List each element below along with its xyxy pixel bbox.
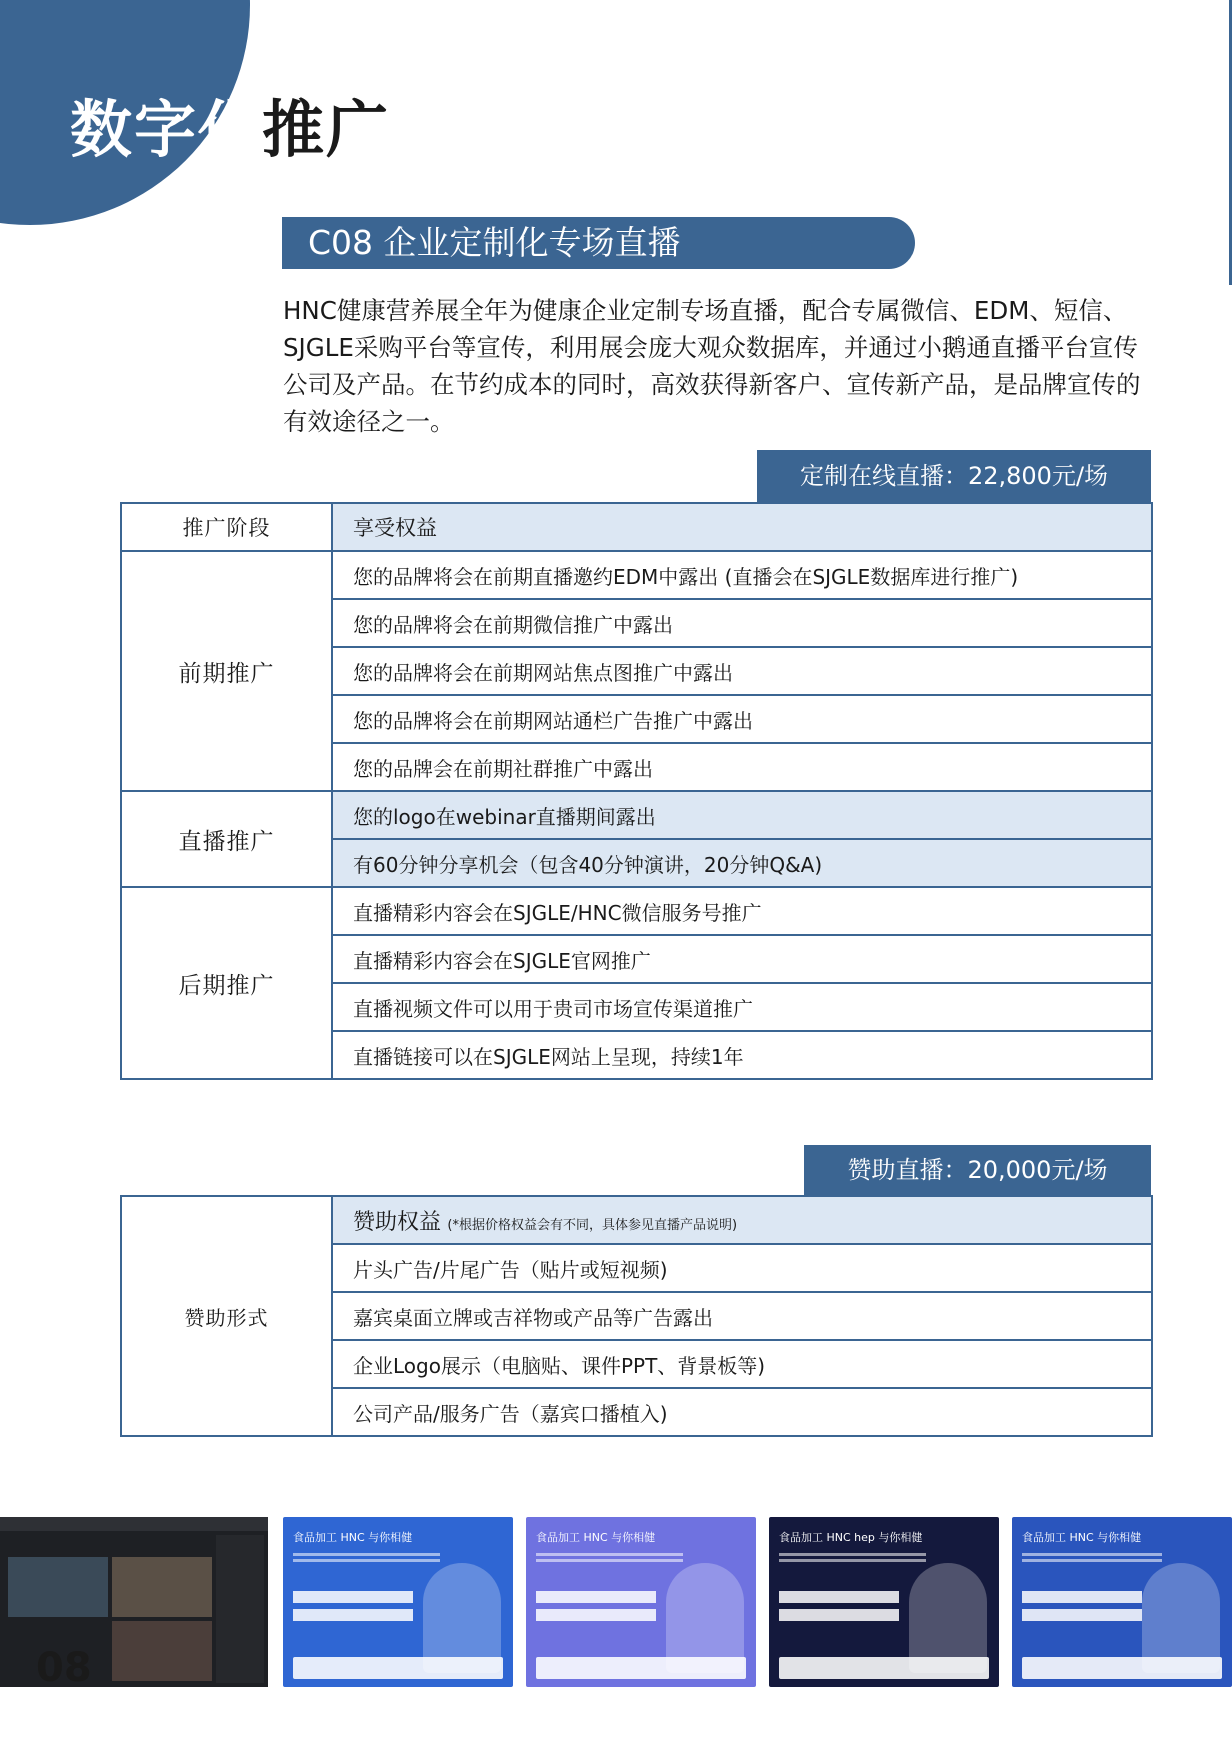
- benefit-cell: 直播视频文件可以用于贵司市场宣传渠道推广: [332, 983, 1152, 1031]
- stage-cell-live: 直播推广: [121, 791, 332, 887]
- page-title-light: 数字化: [70, 93, 263, 166]
- header-benefit-cell: 享受权益: [332, 503, 1152, 551]
- benefit-cell: 您的品牌将会在前期微信推广中露出: [332, 599, 1152, 647]
- live-poster: [283, 1517, 513, 1687]
- benefit-cell: 嘉宾桌面立牌或吉祥物或产品等广告露出: [332, 1292, 1152, 1340]
- benefit-cell: 您的品牌将会在前期网站通栏广告推广中露出: [332, 695, 1152, 743]
- table-row: [121, 887, 1152, 935]
- stage-cell-post: 后期推广: [121, 887, 332, 1079]
- benefit-cell: 直播精彩内容会在SJGLE/HNC微信服务号推广: [332, 887, 1152, 935]
- chat-panel: [216, 1535, 264, 1683]
- live-poster: [769, 1517, 999, 1687]
- intro-paragraph: HNC健康营养展全年为健康企业定制专场直播，配合专属微信、EDM、短信、SJGLE采购平台等宣传，利用展会庞大观众数据库，并通过小鹅通直播平台宣传公司及产品。在节约成本的同时，高效获得新客户、宣传新产品，是品牌宣传的有效途径之一。: [283, 296, 1141, 436]
- poster-headline-block: [293, 1591, 413, 1631]
- video-tile: [112, 1557, 212, 1617]
- table-header-row: [121, 503, 1152, 551]
- page-title: [70, 80, 390, 169]
- poster-brand: 食品加工 HNC hep 与你相健: [779, 1531, 923, 1544]
- benefit-cell: 有60分钟分享机会（包含40分钟演讲，20分钟Q&A): [332, 839, 1152, 887]
- live-poster: [1012, 1517, 1232, 1687]
- benefit-cell: 您的品牌将会在前期直播邀约EDM中露出 (直播会在SJGLE数据库进行推广): [332, 551, 1152, 599]
- live-screenshot-row: [0, 1517, 1232, 1687]
- table-row: [121, 551, 1152, 599]
- benefit-cell: 企业Logo展示（电脑贴、课件PPT、背景板等): [332, 1340, 1152, 1388]
- section-heading: C08 企业定制化专场直播: [282, 217, 915, 269]
- poster-headline-block: [1022, 1591, 1142, 1631]
- video-tile: [8, 1557, 108, 1617]
- poster-headline-block: [536, 1591, 656, 1631]
- benefit-cell: 直播链接可以在SJGLE网站上呈现，持续1年: [332, 1031, 1152, 1079]
- sponsor-header-cell: [332, 1196, 1152, 1244]
- page-title-dark: 推广: [262, 93, 391, 166]
- custom-live-benefits-table: [120, 502, 1153, 1080]
- poster-brand: 食品加工 HNC 与你相健: [1022, 1531, 1142, 1544]
- poster-footer-bar: [779, 1657, 989, 1679]
- sponsor-header-label: 赞助权益: [353, 1209, 442, 1235]
- benefit-cell: 您的logo在webinar直播期间露出: [332, 791, 1152, 839]
- poster-brand: 食品加工 HNC 与你相健: [536, 1531, 656, 1544]
- poster-footer-bar: [1022, 1657, 1222, 1679]
- benefit-cell: 直播精彩内容会在SJGLE官网推广: [332, 935, 1152, 983]
- live-poster: [526, 1517, 756, 1687]
- stage-cell-pre: 前期推广: [121, 551, 332, 791]
- webinar-topbar: [0, 1517, 268, 1531]
- stage-cell-sponsor: 赞助形式: [121, 1196, 332, 1436]
- table-row: [121, 1196, 1152, 1244]
- benefit-cell: 您的品牌将会在前期网站焦点图推广中露出: [332, 647, 1152, 695]
- video-tile: [112, 1621, 212, 1681]
- header-stage-cell: 推广阶段: [121, 503, 332, 551]
- poster-headline-block: [779, 1591, 899, 1631]
- sponsor-header-note: (*根据价格权益会有不同，具体参见直播产品说明): [447, 1217, 738, 1233]
- poster-footer-bar: [293, 1657, 503, 1679]
- benefit-cell: 您的品牌会在前期社群推广中露出: [332, 743, 1152, 791]
- benefit-cell: 公司产品/服务广告（嘉宾口播植入): [332, 1388, 1152, 1436]
- sponsor-live-benefits-table: [120, 1195, 1153, 1437]
- benefit-cell: 片头广告/片尾广告（贴片或短视频): [332, 1244, 1152, 1292]
- custom-live-price-tag: 定制在线直播：22,800元/场: [757, 450, 1151, 503]
- poster-footer-bar: [536, 1657, 746, 1679]
- table-row: [121, 791, 1152, 839]
- sponsor-live-price-tag: 赞助直播：20,000元/场: [804, 1145, 1151, 1195]
- poster-brand: 食品加工 HNC 与你相健: [293, 1531, 413, 1544]
- page-number: 08: [36, 1645, 92, 1691]
